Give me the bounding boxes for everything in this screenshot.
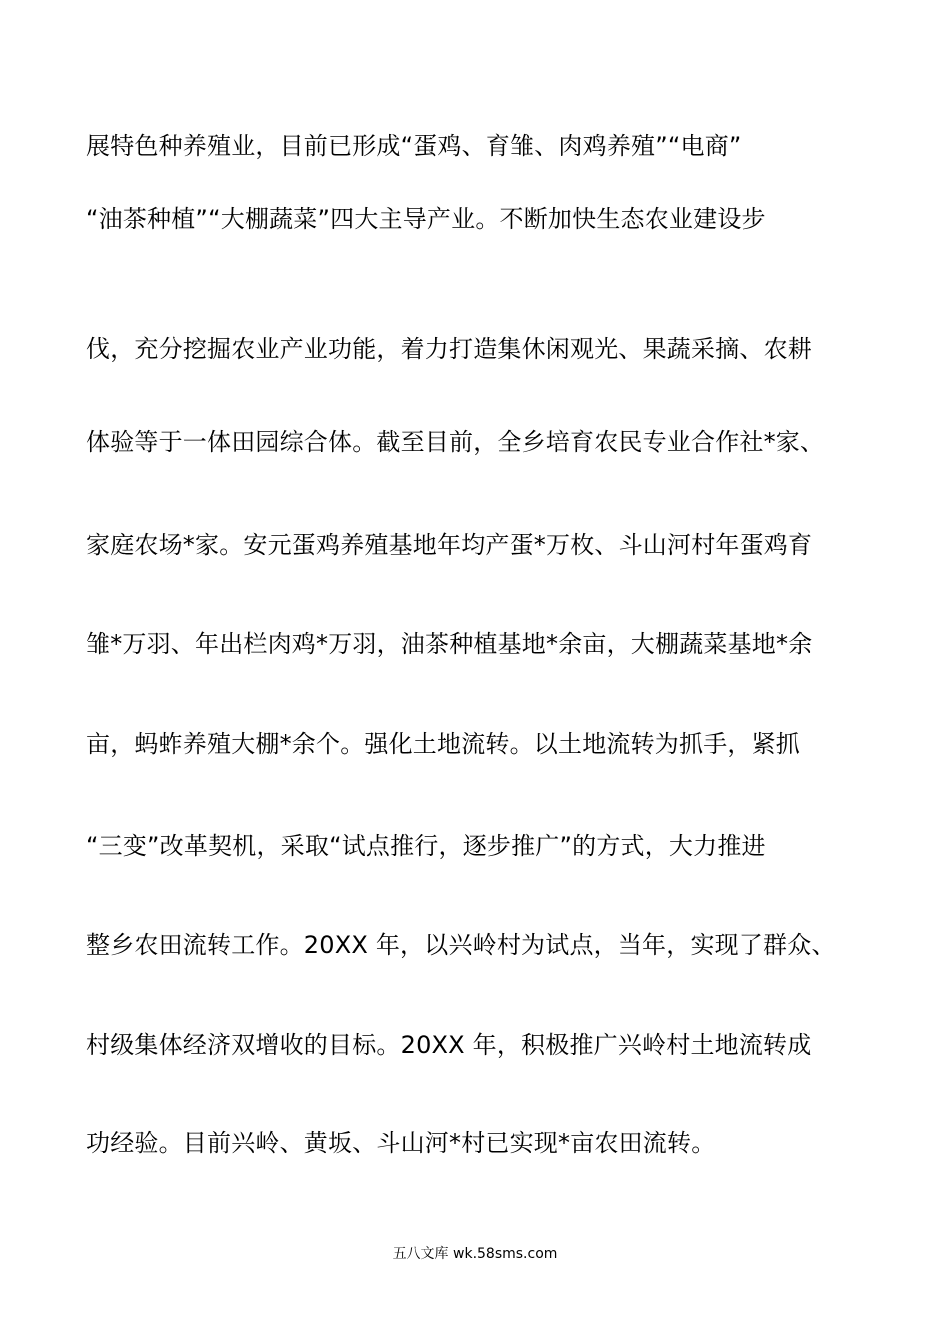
body-text-line-1: 展特色种养殖业，目前已形成“蛋鸡、育雏、肉鸡养殖”“电商” (86, 132, 742, 160)
body-text-line-3: 伐，充分挖掘农业产业功能，着力打造集休闲观光、果蔬采摘、农耕 (86, 335, 812, 363)
body-text-line-2: “油茶种植”“大棚蔬菜”四大主导产业。不断加快生态农业建设步 (86, 205, 766, 233)
body-text-line-7: 亩，蚂蚱养殖大棚*余个。强化土地流转。以土地流转为抓手，紧抓 (86, 730, 800, 758)
body-text-line-8: “三变”改革契机，采取“试点推行，逐步推广”的方式，大力推进 (86, 832, 766, 860)
body-text-line-6: 雏*万羽、年出栏肉鸡*万羽，油茶种植基地*余亩，大棚蔬菜基地*余 (86, 630, 813, 658)
body-text-line-9: 整乡农田流转工作。20XX 年，以兴岭村为试点，当年，实现了群众、 (86, 931, 836, 959)
body-text-line-11: 功经验。目前兴岭、黄坂、斗山河*村已实现*亩农田流转。 (86, 1129, 716, 1157)
footer-watermark: 五八文库 wk.58sms.com (392, 1246, 558, 1262)
body-text-line-4: 体验等于一体田园综合体。截至目前，全乡培育农民专业合作社*家、 (86, 428, 825, 456)
body-text-line-5: 家庭农场*家。安元蛋鸡养殖基地年均产蛋*万枚、斗山河村年蛋鸡育 (86, 531, 813, 559)
body-text-line-10: 村级集体经济双增收的目标。20XX 年，积极推广兴岭村土地流转成 (86, 1031, 812, 1059)
